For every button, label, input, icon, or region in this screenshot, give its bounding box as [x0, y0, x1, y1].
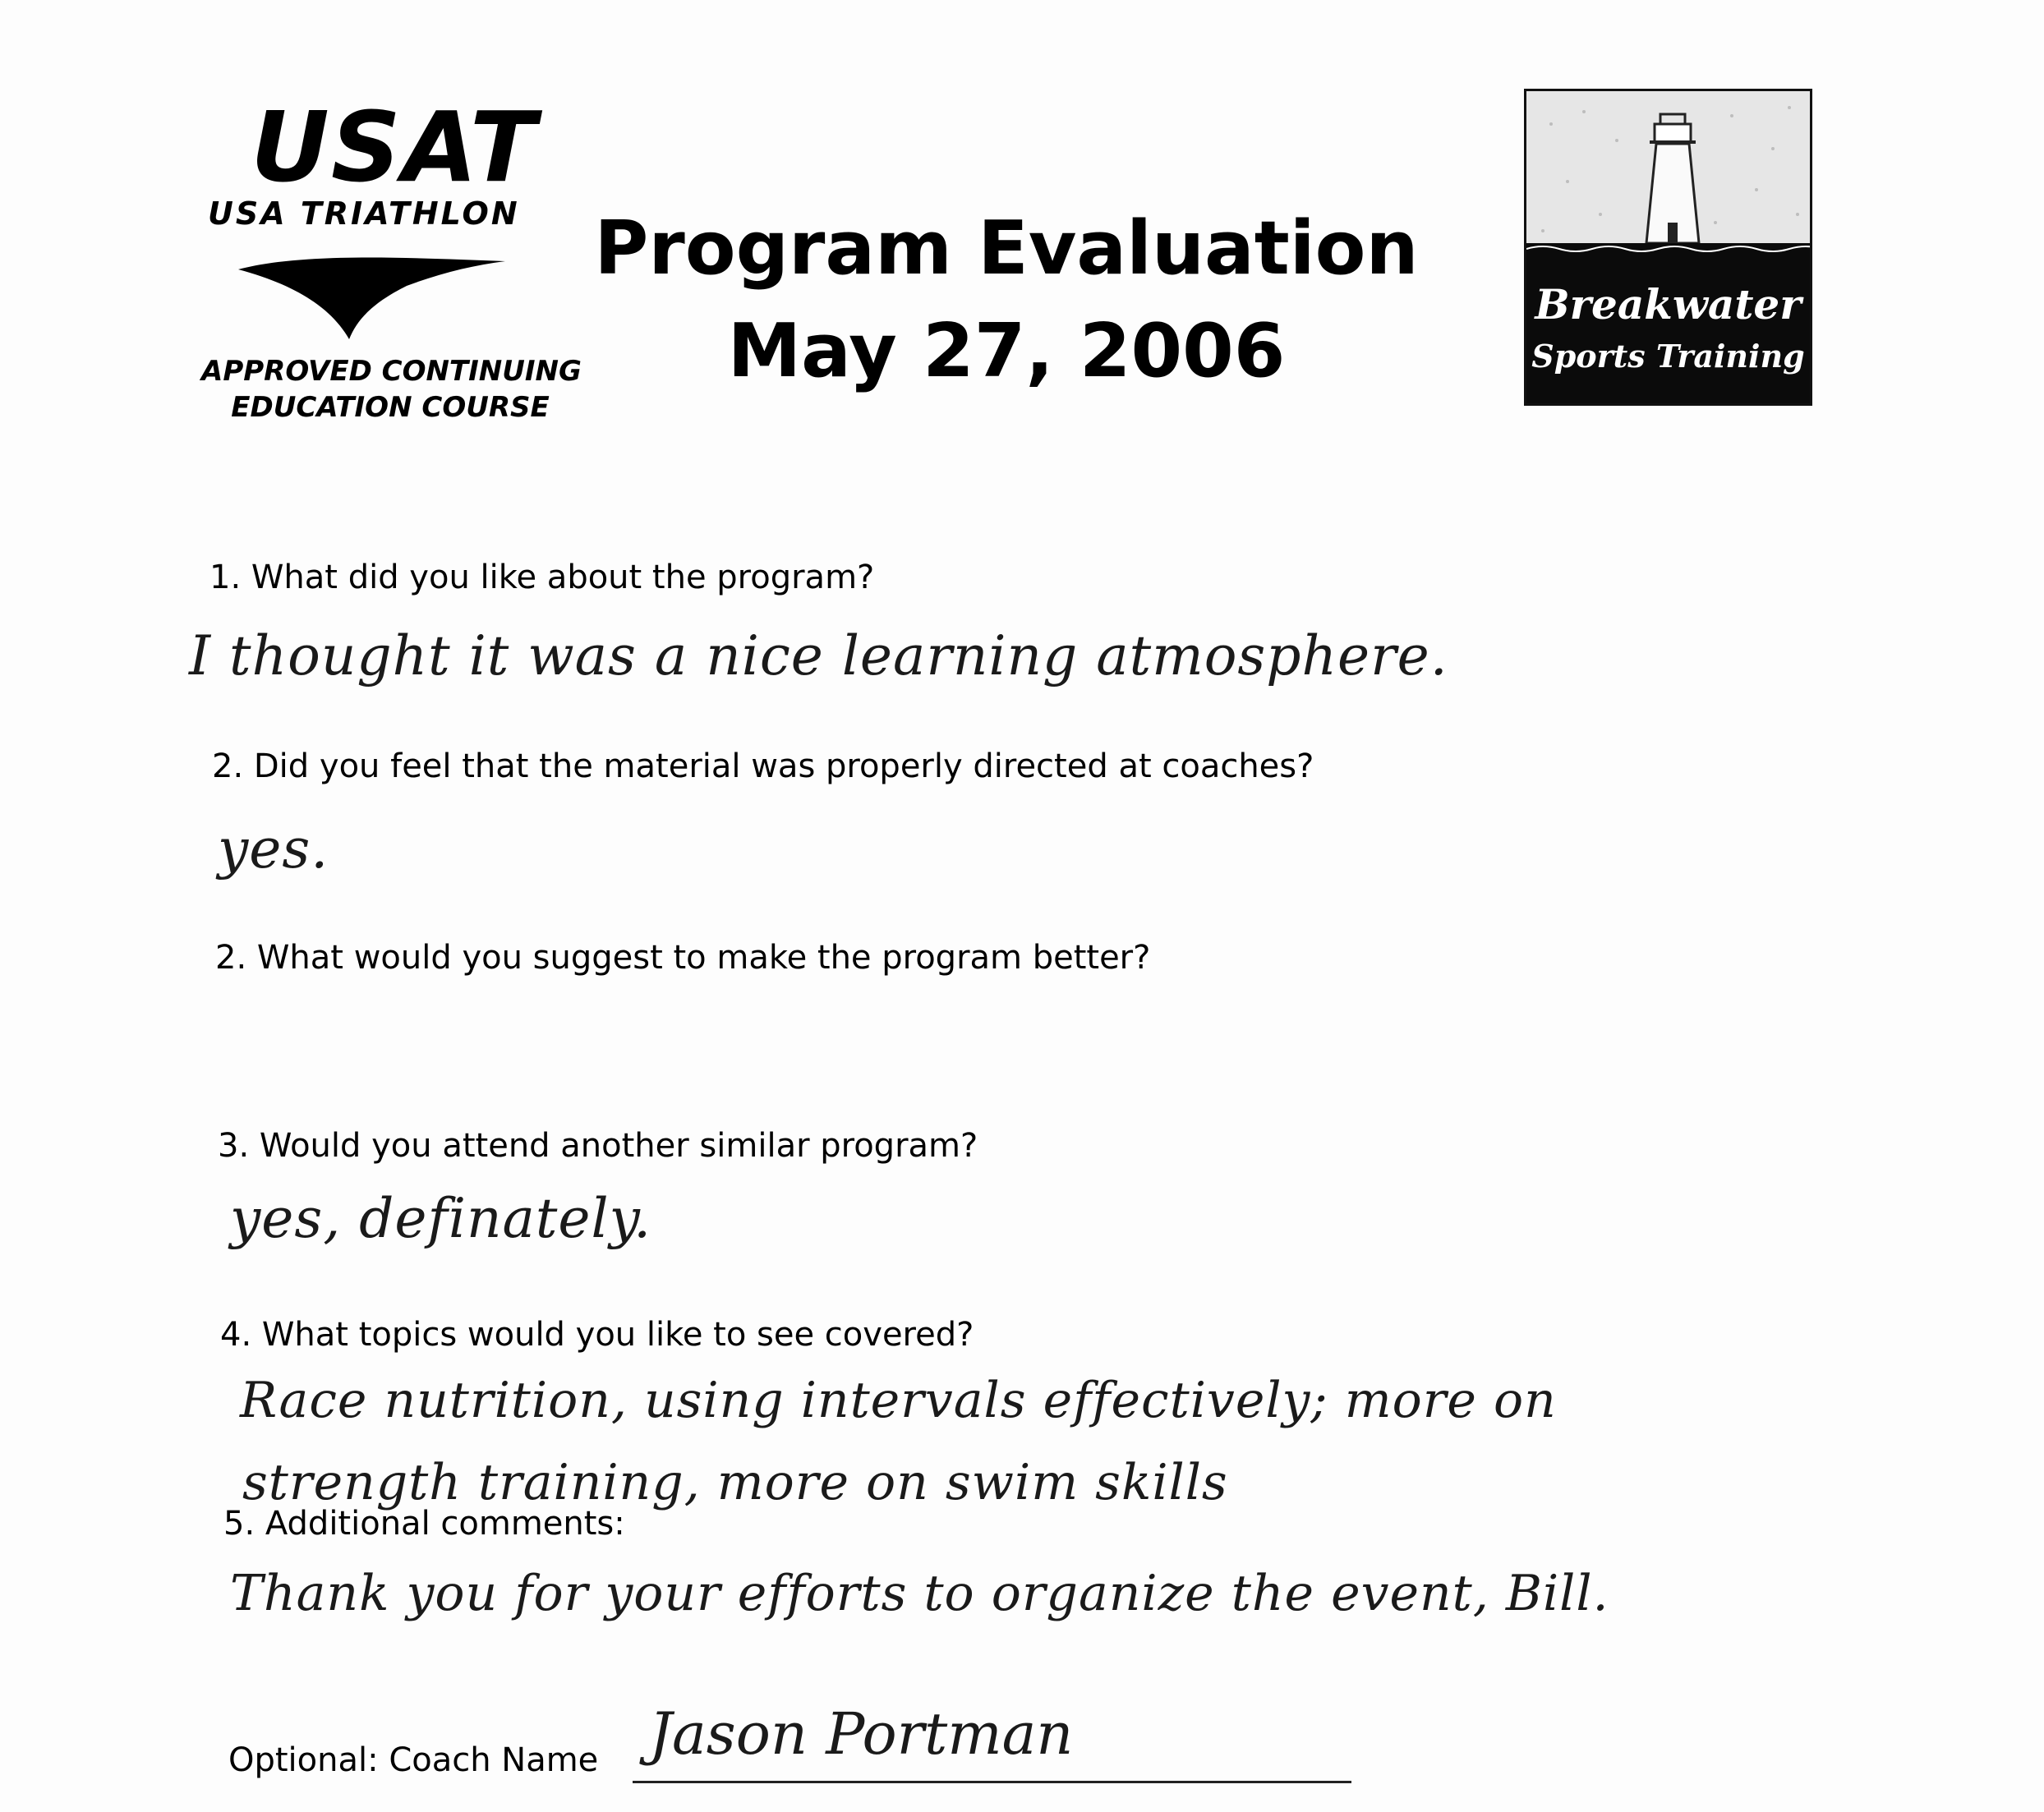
question-5-label: 5. Additional comments:: [223, 1505, 625, 1543]
usat-approved-text: [201, 353, 582, 425]
breakwater-subtitle: Sports Training: [1531, 338, 1805, 375]
usat-swoosh-icon: [234, 237, 513, 343]
question-2-answer: yes.: [218, 817, 329, 881]
form-title: Program Evaluation: [594, 205, 1419, 292]
question-4-label: 4. What topics would you like to see covered?: [220, 1316, 974, 1354]
usat-subtitle: USA TRIATHLON: [208, 195, 520, 232]
question-3-answer: yes, definately.: [230, 1187, 652, 1250]
page-title: [575, 197, 1438, 402]
usat-approved-line1: APPROVED CONTINUING: [201, 355, 582, 388]
question-4-answer-line1: Race nutrition, using intervals effectively; more on: [240, 1372, 1557, 1429]
question-3-label: 3. Would you attend another similar program?: [218, 1127, 978, 1165]
coach-name-value: Jason Portman: [649, 1700, 1074, 1768]
coach-name-line: [633, 1781, 1351, 1783]
usat-logo: [201, 90, 582, 444]
breakwater-logo: [1524, 89, 1812, 406]
question-suggest-label: 2. What would you suggest to make the program better?: [215, 939, 1151, 977]
form-date: May 27, 2006: [727, 308, 1286, 394]
question-1-answer: I thought it was a nice learning atmosphere.: [189, 624, 1448, 688]
usat-wordmark: USAT: [251, 90, 538, 204]
usat-approved-line2: EDUCATION COURSE: [231, 391, 550, 424]
lighthouse-icon: [1526, 91, 1810, 264]
breakwater-name: Breakwater: [1535, 280, 1802, 329]
question-1-label: 1. What did you like about the program?: [209, 559, 875, 596]
question-4-answer-line2: strength training, more on swim skills: [242, 1454, 1228, 1511]
coach-name-label: Optional: Coach Name: [228, 1741, 599, 1779]
question-2-label: 2. Did you feel that the material was properly directed at coaches?: [212, 747, 1314, 785]
question-5-answer: Thank you for your efforts to organize the event, Bill.: [230, 1565, 1609, 1622]
